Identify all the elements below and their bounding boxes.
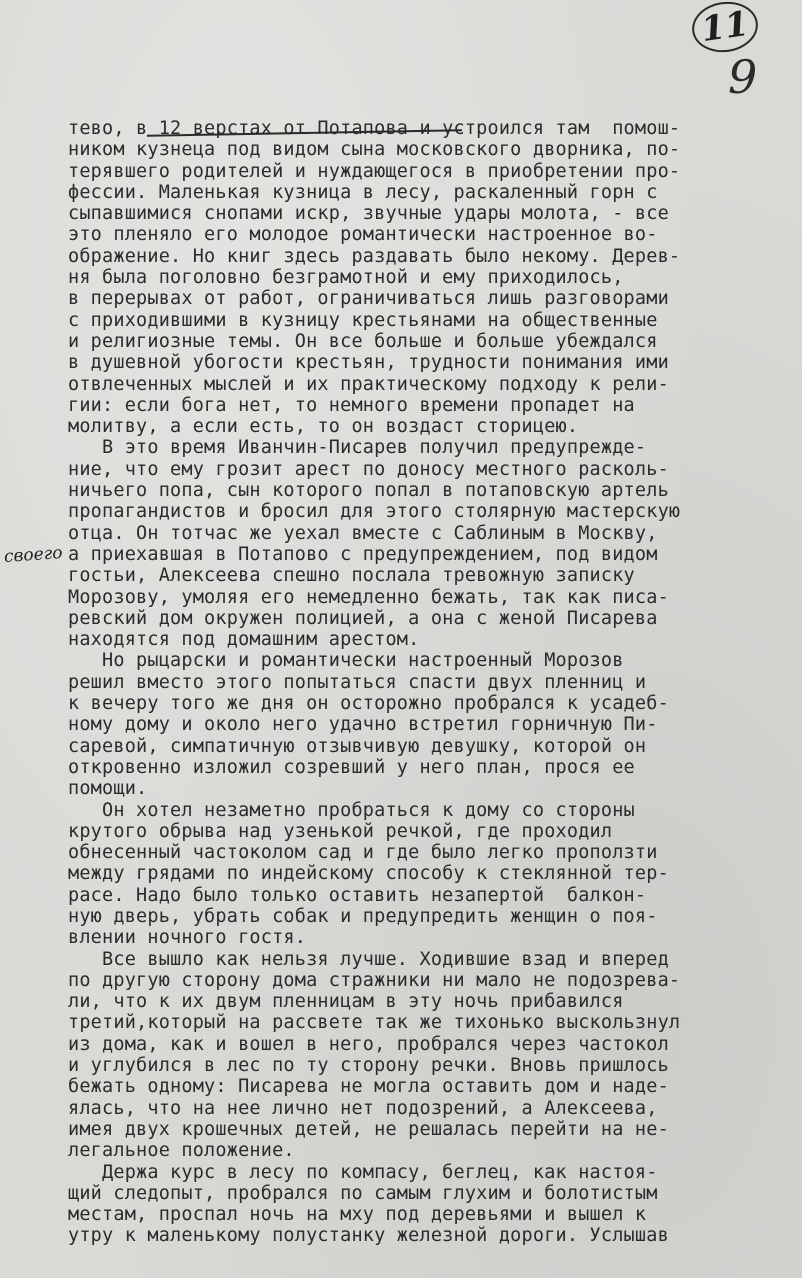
- text-line: ревский дом окружен полицией, а она с женой Писарева: [68, 607, 658, 629]
- text-line: откровенно изложил созревший у него план, прося ее: [68, 756, 635, 778]
- text-line: в перерывах от работ, ограничиваться лишь разговорами: [68, 288, 669, 310]
- text-line: к вечеру того же дня он осторожно пробрался к усадеб-: [68, 693, 669, 715]
- text-line: обнесенный частоколом сад и где было легко проползти: [68, 842, 658, 864]
- text-line: Все вышло как нельзя лучше. Ходившие взад и вперед: [68, 948, 669, 970]
- text-line: Держа курс в лесу по компасу, беглец, как настоя-: [68, 1161, 658, 1183]
- sheet-handwritten-note: 9: [728, 50, 758, 104]
- sheet-number: 11: [698, 3, 752, 51]
- text-line: ничьего попа, сын которого попал в потаповскую артель: [68, 480, 669, 502]
- text-line: по другую сторону дома стражники ни мало не подозрева-: [68, 969, 681, 991]
- text-line: бежать одному: Писарева не могла оставить дом и наде-: [68, 1076, 669, 1098]
- text-line: и религиозные темы. Он все больше и больше убеждался: [68, 330, 658, 352]
- text-line: отца. Он тотчас же уехал вместе с Саблиным в Москву,: [68, 522, 658, 544]
- text-line: Он хотел незаметно пробраться к дому со стороны: [68, 799, 635, 821]
- text-line: В это время Иванчин-Писарев получил предупрежде-: [68, 437, 647, 459]
- text-line: Морозову, умоляя его немедленно бежать, так как писа-: [68, 586, 669, 608]
- text-line: между грядами по индейскому способу к стеклянной тер-: [68, 863, 669, 885]
- text-line: ному дому и около него удачно встретил горничную Пи-: [68, 714, 658, 736]
- text-line: терявшего родителей и нуждающегося в приобретении про-: [68, 160, 681, 182]
- text-line: ображение. Но книг здесь раздавать было некому. Дерев-: [68, 245, 681, 267]
- text-line: третий,который на рассвете так же тихонько выскользнул: [68, 1012, 681, 1034]
- text-line: отвлеченных мыслей и их практическому подходу к рели-: [68, 373, 669, 395]
- text-line: гостьи, Алексеева спешно послала тревожную записку: [68, 565, 635, 587]
- text-line: влении ночного гостя.: [68, 927, 307, 949]
- text-line: это пленяло его молодое романтически настроенное во-: [68, 224, 658, 246]
- text-line: с приходившими в кузницу крестьянами на общественные: [68, 309, 658, 331]
- text-line: и углубился в лес по ту сторону речки. Вновь пришлось: [68, 1055, 669, 1077]
- text-line: в душевной убогости крестьян, трудности понимания ими: [68, 352, 669, 374]
- typed-text-body: [68, 118, 798, 1247]
- text-line: ли, что к их двум пленницам в эту ночь прибавился: [68, 991, 624, 1013]
- text-line: пропагандистов и бросил для этого столярную мастерскую: [68, 501, 681, 523]
- text-line: саревой, симпатичную отзывчивую девушку, которой он: [68, 735, 647, 757]
- text-line: фессии. Маленькая кузница в лесу, раскаленный горн с: [68, 181, 658, 203]
- text-line: гии: если бога нет, то немного времени пропадет на: [68, 394, 635, 416]
- sheet-number-stamp: [689, 0, 761, 56]
- text-line: ялась, что на нее лично нет подозрений, а Алексеева,: [68, 1097, 658, 1119]
- text-line: а приехавшая в Потапово с предупреждением, под видом: [68, 543, 658, 565]
- text-line: из дома, как и вошел в него, пробрался через частокол: [68, 1033, 669, 1055]
- text-line: ня была поголовно безграмотной и ему приходилось,: [68, 267, 624, 289]
- text-line: расе. Надо было только оставить незапертой балкон-: [68, 884, 647, 906]
- text-line: Но рыцарски и романтически настроенный Морозов: [68, 650, 624, 672]
- text-line: утру к маленькому полустанку железной дороги. Услышав: [68, 1225, 669, 1247]
- text-line: крутого обрыва над узенькой речкой, где проходил: [68, 820, 613, 842]
- text-line: сыпавшимися снопами искр, звучные удары молота, - все: [68, 203, 669, 225]
- text-line: находятся под домашним арестом.: [68, 629, 420, 651]
- text-line: тево, в 12 верстах от Потапова и устроился там помош-: [68, 118, 681, 139]
- text-line: щий следопыт, пробрался по самым глухим и болотистым: [68, 1182, 658, 1204]
- text-line: решил вместо этого попытаться спасти двух пленниц и: [68, 671, 647, 693]
- margin-handwritten-note: своего: [3, 542, 64, 568]
- text-line: местам, проспал ночь на мху под деревьями и вышел к: [68, 1204, 647, 1226]
- text-line: легальное положение.: [68, 1140, 295, 1162]
- text-line: имея двух крошечных детей, не решалась перейти на не-: [68, 1118, 669, 1140]
- text-line: ную дверь, убрать собак и предупредить женщин о поя-: [68, 905, 658, 927]
- text-line: помощи.: [68, 778, 148, 800]
- text-line: молитву, а если есть, то он воздаст сторицею.: [68, 416, 579, 438]
- text-line: ником кузнеца под видом сына московского дворника, по-: [68, 139, 681, 161]
- text-line: ние, что ему грозит арест по доносу местного расколь-: [68, 458, 669, 480]
